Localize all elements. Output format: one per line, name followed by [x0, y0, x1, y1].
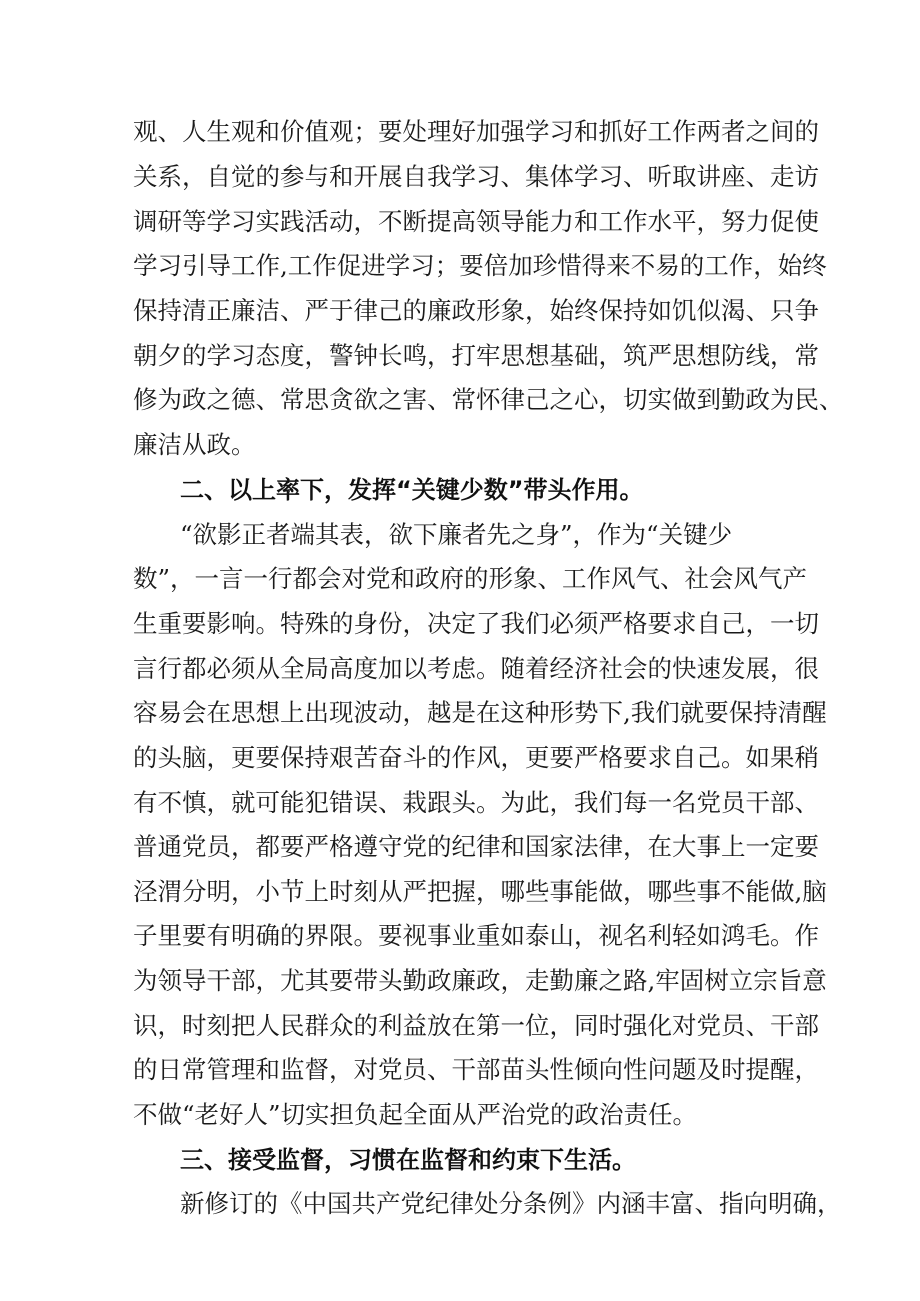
paragraph-line: 泾渭分明，小节上时刻从严把握，哪些事能做，哪些事不能做,脑 [133, 877, 827, 906]
paragraph-line: 修为政之德、常思贪欲之害、常怀律己之心，切实做到勤政为民、 [133, 385, 844, 414]
paragraph-line: 观、人生观和价值观；要处理好加强学习和抓好工作两者之间的 [133, 117, 819, 146]
paragraph-line: 普通党员，都要严格遵守党的纪律和国家法律，在大事上一定要 [133, 832, 819, 861]
paragraph-line: “欲影正者端其表，欲下廉者先之身”，作为“关键少 [180, 520, 733, 549]
paragraph-line: 言行都必须从全局高度加以考虑。随着经济社会的快速发展，很 [133, 654, 819, 683]
paragraph-line: 有不慎，就可能犯错误、栽跟头。为此，我们每一名党员干部、 [133, 788, 819, 817]
paragraph-line: 调研等学习实践活动，不断提高领导能力和工作水平，努力促使 [133, 207, 819, 236]
paragraph-line: 廉洁从政。 [133, 430, 256, 459]
section-heading: 二、以上率下，发挥“关键少数”带头作用。 [180, 476, 644, 504]
paragraph-line: 保持清正廉洁、严于律己的廉政形象，始终保持如饥似渴、只争 [133, 296, 819, 325]
paragraph-line: 朝夕的学习态度，警钟长鸣，打牢思想基础，筑严思想防线，常 [133, 341, 819, 370]
paragraph-line: 关系，自觉的参与和开展自我学习、集体学习、听取讲座、走访 [133, 162, 819, 191]
paragraph-line: 新修订的《中国共产党纪律处分条例》内涵丰富、指向明确， [180, 1189, 842, 1218]
paragraph-line: 生重要影响。特殊的身份，决定了我们必须严格要求自己，一切 [133, 609, 819, 638]
paragraph-line: 的头脑，更要保持艰苦奋斗的作风，更要严格要求自己。如果稍 [133, 743, 819, 772]
paragraph-line: 容易会在思想上出现波动，越是在这种形势下,我们就要保持清醒 [133, 698, 827, 727]
paragraph-line: 为领导干部，尤其要带头勤政廉政，走勤廉之路,牢固树立宗旨意 [133, 966, 827, 995]
paragraph-line: 数”，一言一行都会对党和政府的形象、工作风气、社会风气产 [133, 564, 808, 593]
paragraph-line: 识，时刻把人民群众的利益放在第一位，同时强化对党员、干部 [133, 1011, 819, 1040]
paragraph-line: 子里要有明确的界限。要视事业重如泰山，视名利轻如鸿毛。作 [133, 921, 819, 950]
paragraph-line: 学习引导工作,工作促进学习；要倍加珍惜得来不易的工作，始终 [133, 251, 827, 280]
paragraph-line: 不做“老好人”切实担负起全面从严治党的政治责任。 [133, 1100, 698, 1129]
section-heading: 三、接受监督，习惯在监督和约束下生活。 [180, 1146, 636, 1174]
paragraph-line: 的日常管理和监督，对党员、干部苗头性倾向性问题及时提醒， [133, 1055, 819, 1084]
